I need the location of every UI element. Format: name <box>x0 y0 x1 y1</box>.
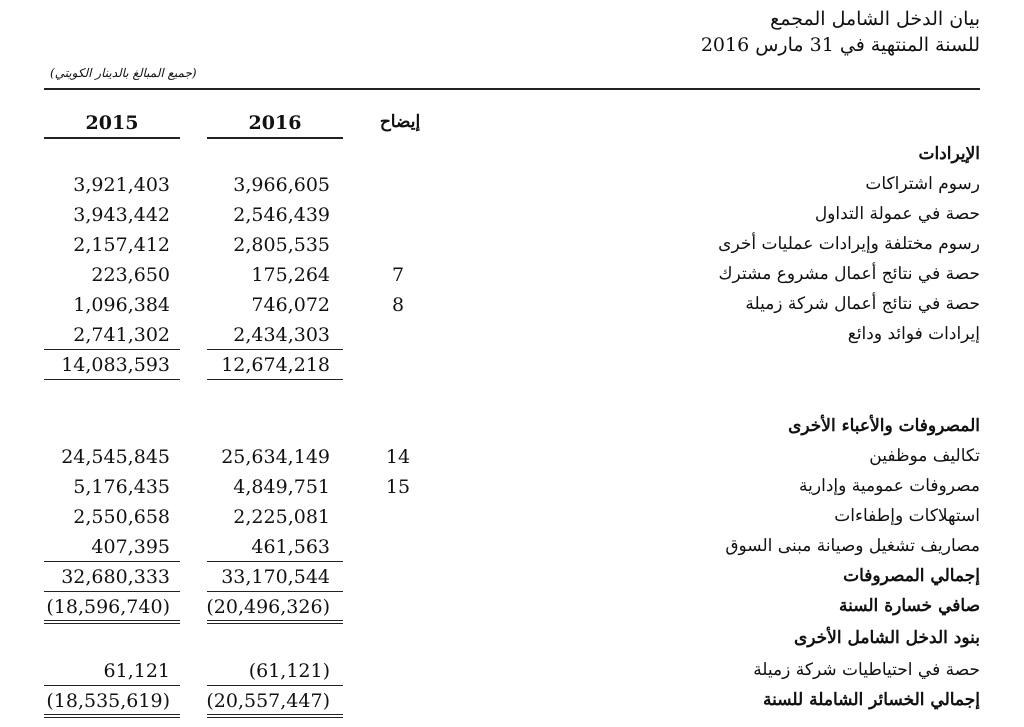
value-2016: 2,546,439 <box>233 204 330 226</box>
table-row <box>0 502 1024 532</box>
header-divider <box>44 88 980 90</box>
total-expenses-row <box>0 562 1024 592</box>
value-2016: 33,170,544 <box>221 566 330 588</box>
value-2015: 1,096,384 <box>73 294 170 316</box>
value-2015: 5,176,435 <box>73 476 170 498</box>
total-rule <box>207 379 343 380</box>
value-2016: (20,557,447) <box>206 690 330 712</box>
note-ref: 15 <box>385 476 411 498</box>
table-row <box>0 442 1024 472</box>
value-2015: 61,121 <box>103 660 170 682</box>
row-label: حصة في نتائج أعمال شركة زميلة <box>745 294 980 314</box>
note-ref: 14 <box>385 446 411 468</box>
value-2015: 3,943,442 <box>73 204 170 226</box>
note-ref: 8 <box>391 294 405 316</box>
value-2016: 746,072 <box>251 294 330 316</box>
revenue-total-2016: 12,674,218 <box>221 354 330 376</box>
value-2016: (20,496,326) <box>206 596 330 618</box>
value-2015: 24,545,845 <box>61 446 170 468</box>
table-row <box>0 290 1024 320</box>
table-row <box>0 260 1024 290</box>
row-label: إجمالي الخسائر الشاملة للسنة <box>763 690 980 710</box>
value-2015: 2,741,302 <box>73 324 170 346</box>
row-label: إيرادات فوائد ودائع <box>847 324 980 344</box>
value-2015: 407,395 <box>91 536 170 558</box>
table-row <box>0 200 1024 230</box>
statement-title-line1: بيان الدخل الشامل المجمع <box>770 8 980 30</box>
net-loss-row <box>0 592 1024 622</box>
column-header-underline <box>207 137 343 139</box>
table-row <box>0 170 1024 200</box>
table-row <box>0 472 1024 502</box>
value-2015: (18,535,619) <box>46 690 170 712</box>
row-label: تكاليف موظفين <box>869 446 980 466</box>
section-expenses-heading: المصروفات والأعباء الأخرى <box>788 416 980 436</box>
section-oci-heading: بنود الدخل الشامل الأخرى <box>793 628 980 648</box>
value-2016: 175,264 <box>251 264 330 286</box>
table-row <box>0 656 1024 686</box>
section-heading-row <box>0 140 1024 170</box>
note-ref: 7 <box>391 264 405 286</box>
table-row <box>0 532 1024 562</box>
row-label: مصروفات عمومية وإدارية <box>799 476 980 496</box>
row-label: رسوم اشتراكات <box>865 174 980 194</box>
column-header-2016: 2016 <box>248 112 302 134</box>
row-label: صافي خسارة السنة <box>838 596 980 616</box>
value-2016: 2,805,535 <box>233 234 330 256</box>
section-heading-row <box>0 412 1024 442</box>
row-label: حصة في احتياطيات شركة زميلة <box>753 660 980 680</box>
table-row <box>0 230 1024 260</box>
row-label: رسوم مختلفة وإيرادات عمليات أخرى <box>718 234 980 254</box>
statement-title <box>701 6 980 58</box>
row-label: إجمالي المصروفات <box>843 566 980 586</box>
section-revenues-heading: الإيرادات <box>918 144 980 164</box>
column-header-2015: 2015 <box>85 112 139 134</box>
value-2015: 2,550,658 <box>73 506 170 528</box>
value-2016: 4,849,751 <box>233 476 330 498</box>
value-2015: 3,921,403 <box>73 174 170 196</box>
section-heading-row <box>0 624 1024 654</box>
total-comprehensive-row <box>0 686 1024 716</box>
value-2016: 3,966,605 <box>233 174 330 196</box>
row-label: حصة في نتائج أعمال مشروع مشترك <box>718 264 980 284</box>
value-2016: (61,121) <box>248 660 330 682</box>
column-header-underline <box>44 137 180 139</box>
table-row <box>0 320 1024 350</box>
value-2015: 223,650 <box>91 264 170 286</box>
column-header-note: إيضاح <box>379 112 421 132</box>
value-2016: 461,563 <box>251 536 330 558</box>
value-2015: 2,157,412 <box>73 234 170 256</box>
value-2015: 32,680,333 <box>61 566 170 588</box>
statement-period: للسنة المنتهية في 31 مارس 2016 <box>700 34 980 56</box>
currency-note: (جميع المبالغ بالدينار الكويتي) <box>50 66 197 80</box>
double-total-rule <box>207 714 343 718</box>
revenue-total-2015: 14,083,593 <box>61 354 170 376</box>
row-label: استهلاكات وإطفاءات <box>834 506 980 526</box>
total-rule <box>44 379 180 380</box>
row-label: حصة في عمولة التداول <box>814 204 980 224</box>
revenue-total-row <box>0 350 1024 380</box>
value-2016: 2,434,303 <box>233 324 330 346</box>
value-2016: 2,225,081 <box>233 506 330 528</box>
row-label: مصاريف تشغيل وصيانة مبنى السوق <box>725 536 980 556</box>
value-2015: (18,596,740) <box>46 596 170 618</box>
double-total-rule <box>44 714 180 718</box>
value-2016: 25,634,149 <box>221 446 330 468</box>
